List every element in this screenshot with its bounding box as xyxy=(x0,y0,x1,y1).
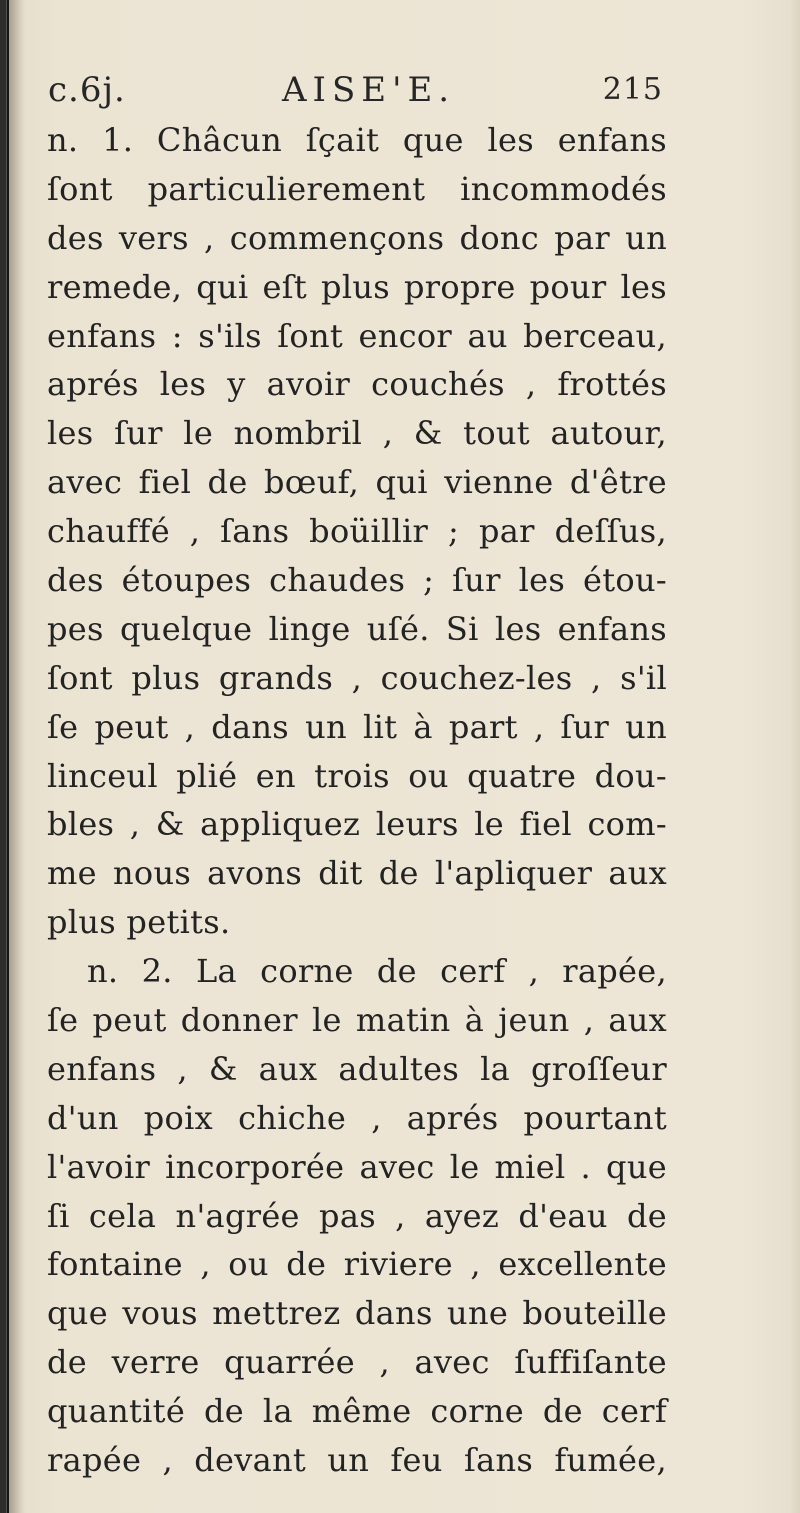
gutter-shadow xyxy=(9,0,25,1513)
text-line: linceul plié en trois ou quatre dou- xyxy=(47,756,667,795)
text-line: avec fiel de bœuf, qui vienne d'être xyxy=(47,463,667,502)
text-line: ſe peut , dans un lit à part , ſur un xyxy=(47,707,667,746)
text-line: remede, qui eſt plus propre pour les xyxy=(47,267,667,306)
text-line: fontaine , ou de riviere , excellente xyxy=(47,1245,667,1284)
text-line: que vous mettrez dans une bouteille xyxy=(47,1294,667,1333)
text-line: ſi cela n'agrée pas , ayez d'eau de xyxy=(47,1196,667,1235)
text-line: pes quelque linge uſé. Si les enfans xyxy=(47,609,667,648)
text-line: d'un poix chiche , aprés pourtant xyxy=(47,1098,667,1137)
text-line: de verre quarrée , avec ſuffiſante xyxy=(47,1343,667,1382)
text-line: plus petits. xyxy=(47,903,231,942)
text-line: bles , & appliquez leurs le fiel com- xyxy=(47,805,667,844)
text-line: l'avoir incorporée avec le miel . que xyxy=(47,1147,667,1186)
text-line: enfans , & aux adultes la groſſeur xyxy=(47,1049,667,1088)
body-text xyxy=(47,116,667,1485)
text-line: n. 2. La corne de cerf , rapée, xyxy=(87,952,667,991)
running-header xyxy=(48,70,663,120)
text-line: ſont plus grands , couchez-les , s'il xyxy=(47,658,667,697)
chapter-reference: c.6j. xyxy=(48,70,126,110)
text-line: aprés les y avoir couchés , frottés xyxy=(47,365,667,404)
running-title: AISE'E. xyxy=(282,70,456,110)
page-number: 215 xyxy=(602,72,663,107)
text-line: chauffé , ſans boüillir ; par deſſus, xyxy=(47,512,667,551)
text-line: enfans : s'ils ſont encor au berceau, xyxy=(47,316,667,355)
text-line: les ſur le nombril , & tout autour, xyxy=(47,414,667,453)
text-line: n. 1. Châcun ſçait que les enfans xyxy=(47,121,667,159)
text-line: quantité de la même corne de cerf xyxy=(47,1392,667,1431)
text-line: ſont particulierement incommodés xyxy=(47,169,667,208)
text-line: des étoupes chaudes ; ſur les étou- xyxy=(47,561,667,600)
text-line: me nous avons dit de l'apliquer aux xyxy=(47,854,667,893)
text-line: ſe peut donner le matin à jeun , aux xyxy=(47,1001,667,1040)
text-line: rapée , devant un feu ſans fumée, xyxy=(47,1441,667,1480)
text-line: des vers , commençons donc par un xyxy=(47,218,667,257)
